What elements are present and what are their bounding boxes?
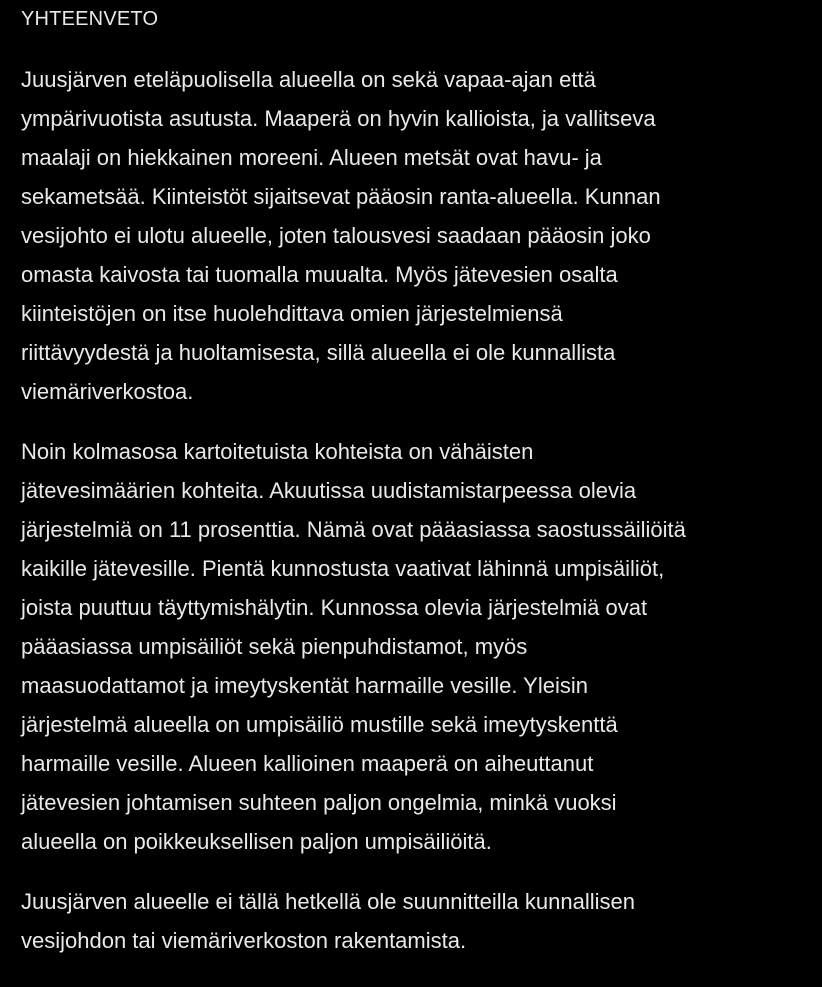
text-line: harmaille vesille. Alueen kallioinen maaperä on aiheuttanut — [21, 751, 594, 776]
text-line: maasuodattamot ja imeytyskentät harmaille vesille. Yleisin — [21, 673, 588, 698]
text-line: Noin kolmasosa kartoitetuista kohteista on vähäisten — [21, 439, 534, 464]
text-line: omasta kaivosta tai tuomalla muualta. Myös jätevesien osalta — [21, 262, 618, 287]
text-line: vesijohto ei ulotu alueelle, joten talousvesi saadaan pääosin joko — [21, 223, 651, 248]
paragraph-1 — [21, 60, 802, 411]
section-heading: YHTEENVETO — [21, 8, 159, 30]
text-line: viemäriverkostoa. — [21, 379, 194, 404]
text-line: vesijohdon tai viemäriverkoston rakentamista. — [21, 928, 467, 953]
text-line: kiinteistöjen on itse huolehdittava omien järjestelmiensä — [21, 301, 563, 326]
text-line: pääasiassa umpisäiliöt sekä pienpuhdistamot, myös — [21, 634, 528, 659]
text-line: kaikille jätevesille. Pientä kunnostusta vaativat lähinnä umpisäiliöt, — [21, 556, 665, 581]
text-line: Juusjärven eteläpuolisella alueella on sekä vapaa-ajan että — [21, 67, 596, 92]
text-line: joista puuttuu täyttymishälytin. Kunnossa olevia järjestelmiä ovat — [21, 595, 648, 620]
text-line: alueella on poikkeuksellisen paljon umpisäiliöitä. — [21, 829, 492, 854]
paragraph-3 — [21, 882, 802, 960]
text-line: riittävyydestä ja huoltamisesta, sillä alueella ei ole kunnallista — [21, 340, 616, 365]
text-line: järjestelmä alueella on umpisäiliö mustille sekä imeytyskenttä — [21, 712, 618, 737]
text-line: järjestelmiä on 11 prosenttia. Nämä ovat pääasiassa saostussäiliöitä — [21, 517, 686, 542]
text-line: jätevesimäärien kohteita. Akuutissa uudistamistarpeessa olevia — [21, 478, 637, 503]
text-line: maalaji on hiekkainen moreeni. Alueen metsät ovat havu- ja — [21, 145, 602, 170]
text-line: jätevesien johtamisen suhteen paljon ongelmia, minkä vuoksi — [21, 790, 617, 815]
text-line: ympärivuotista asutusta. Maaperä on hyvin kallioista, ja vallitseva — [21, 106, 656, 131]
paragraph-2 — [21, 432, 802, 861]
text-line: Juusjärven alueelle ei tällä hetkellä ole suunnitteilla kunnallisen — [21, 889, 635, 914]
text-line: sekametsää. Kiinteistöt sijaitsevat pääosin ranta-alueella. Kunnan — [21, 184, 661, 209]
